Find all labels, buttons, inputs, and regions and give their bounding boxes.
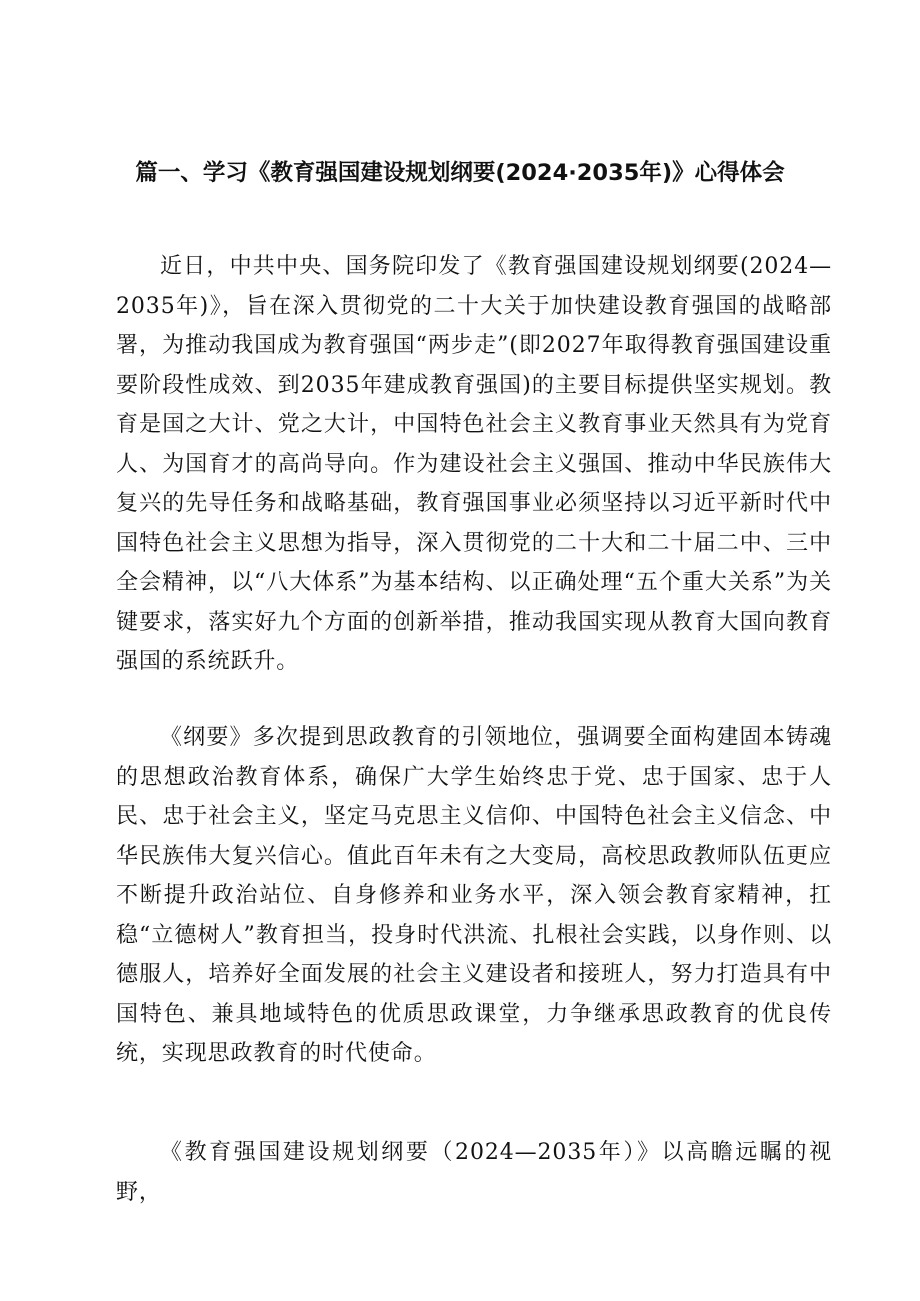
paragraph-3: 《教育强国建设规划纲要（2024—2035年）》以高瞻远瞩的视野， <box>116 1140 832 1205</box>
paragraph-1: 近日，中共中央、国务院印发了《教育强国建设规划纲要(2024—2035年)》，旨在深入贯彻党的二十大关于加快建设教育强国的战略部署，为推动我国成为教育强国“两步走”(即2027年取得教育强国建设重要阶段性成效、到2035年建成教育强国)的主要目标提供坚实规划。教育是国之大计、党之大计，中国特色社会主义教育事业天然具有为党育人、为国育才的高尚导向。作为建设社会主义强国、推动中华民族伟大复兴的先导任务和战略基础，教育强国事业必须坚持以习近平新时代中国特色社会主义思想为指导，深入贯彻党的二十大和二十届二中、三中全会精神，以“八大体系”为基本结构、以正确处理“五个重大关系”为关键要求，落实好九个方面的创新举措，推动我国实现从教育大国向教育强国的系统跃升。 <box>116 254 832 674</box>
paragraph-2: 《纲要》多次提到思政教育的引领地位，强调要全面构建固本铸魂的思想政治教育体系，确保广大学生始终忠于党、忠于国家、忠于人民、忠于社会主义，坚定马克思主义信仰、中国特色社会主义信念、中华民族伟大复兴信心。值此百年未有之大变局，高校思政教师队伍更应不断提升政治站位、自身修养和业务水平，深入领会教育家精神，扛稳“立德树人”教育担当，投身时代洪流、扎根社会实践，以身作则、以德服人，培养好全面发展的社会主义建设者和接班人，努力打造具有中国特色、兼具地域特色的优质思政课堂，力争继承思政教育的优良传统，实现思政教育的时代使命。 <box>116 725 832 1066</box>
document-title: 篇一、学习《教育强国建设规划纲要(2024·2035年)》心得体会 <box>135 160 785 186</box>
